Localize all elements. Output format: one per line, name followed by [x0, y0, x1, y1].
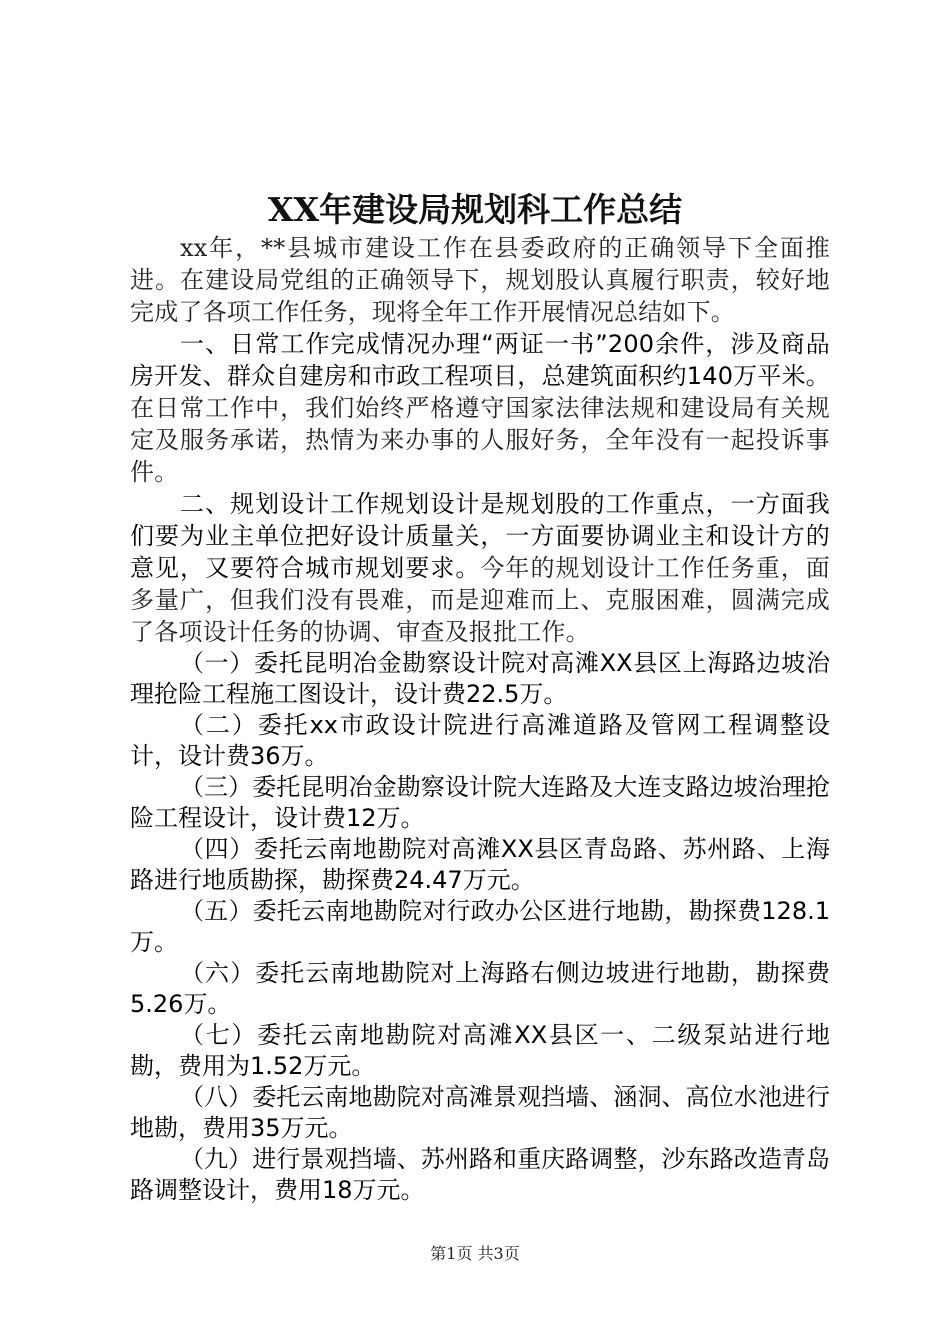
list-item: （三）委托昆明冶金勘察设计院大连路及大连支路边坡治理抢险工程设计，设计费12万。	[130, 773, 830, 832]
document-body	[130, 232, 830, 1206]
list-item: （五）委托云南地勘院对行政办公区进行地勘，勘探费128.1万。	[130, 897, 830, 956]
list-item: （一）委托昆明冶金勘察设计院对高滩XX县区上海路边坡治理抢险工程施工图设计，设计费22.5万。	[130, 649, 830, 708]
document-title: XX年建设局规划科工作总结	[267, 190, 683, 229]
list-item: （九）进行景观挡墙、苏州路和重庆路调整，沙东路改造青岛路调整设计，费用18万元。	[130, 1145, 830, 1204]
intro-paragraph: xx年，**县城市建设工作在县委政府的正确领导下全面推进。在建设局党组的正确领导下，规划股认真履行职责，较好地完成了各项工作任务，现将全年工作开展情况总结如下。	[130, 234, 830, 326]
list-item: （二）委托xx市政设计院进行高滩道路及管网工程调整设计，设计费36万。	[130, 711, 830, 770]
section-1-rest: 在日常工作中，我们始终严格遵守国家法律法规和建设局有关规定及服务承诺，热情为来办事的人服好务，全年没有一起投诉事件。	[130, 394, 830, 486]
page-number-footer: 第1页 共3页	[430, 1244, 520, 1263]
list-item: （六）委托云南地勘院对上海路右侧边坡进行地勘，勘探费5.26万。	[130, 959, 830, 1018]
section-2-lead: 二、规划设计工作规划设计是规划股的工作重点，一方面我们要为业主单位把好设计质量关，一方面要协调业主和设计方的意见，又要符合城市规划要求。	[130, 490, 830, 582]
section-2-rest: 今年的规划设计工作任务重，面多量广，但我们没有畏难，而是迎难而上、克服困难，圆满完成了各项设计任务的协调、审查及报批工作。	[130, 554, 830, 646]
section-1-paragraph	[130, 328, 830, 488]
section-2-paragraph	[130, 488, 830, 648]
list-item: （四）委托云南地勘院对高滩XX县区青岛路、苏州路、上海路进行地质勘探，勘探费24.47万元。	[130, 835, 830, 894]
list-item: （八）委托云南地勘院对高滩景观挡墙、涵洞、高位水池进行地勘，费用35万元。	[130, 1083, 830, 1142]
section-1-lead: 一、日常工作完成情况办理“两证一书”200余件，涉及商品房开发、群众自建房和市政工程项目，总建筑面积约140万平米。	[130, 330, 830, 390]
list-item: （七）委托云南地勘院对高滩XX县区一、二级泵站进行地勘，费用为1.52万元。	[130, 1021, 830, 1080]
